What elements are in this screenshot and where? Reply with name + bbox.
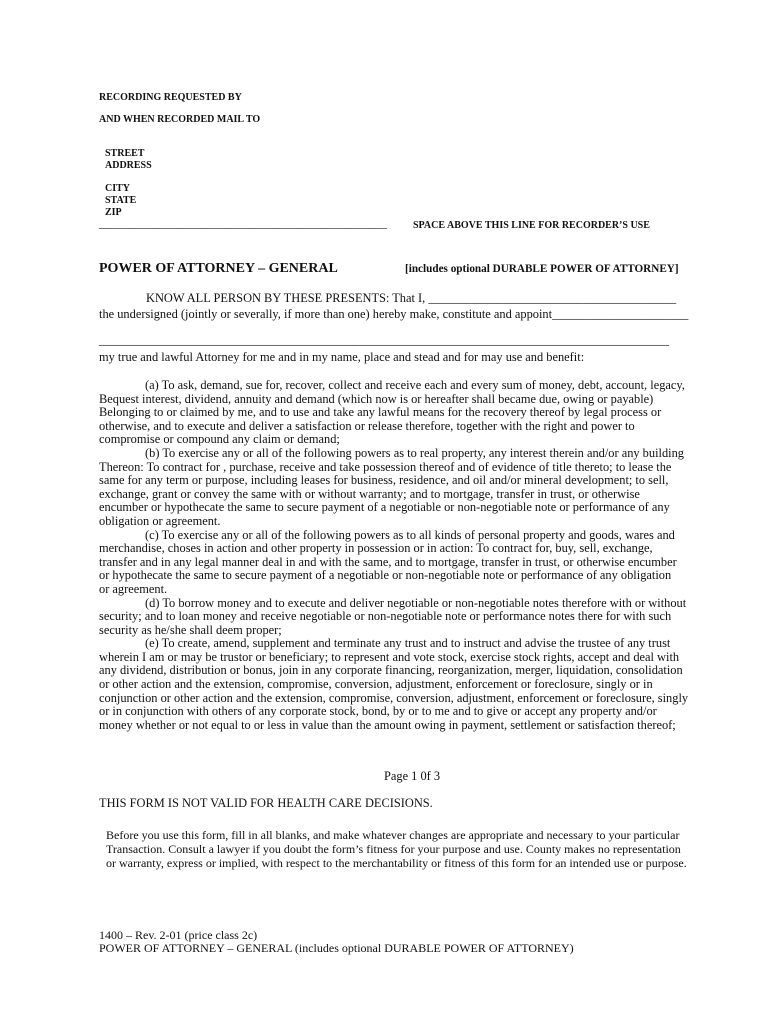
clause-line: merchandise, choses in action and other property in possession or in action: To contract for, buy, sell, exchange, [99, 541, 653, 556]
footer-revision: 1400 – Rev. 2-01 (price class 2c) [99, 928, 258, 942]
disclaimer-line: Before you use this form, fill in all blanks, and make whatever changes are appropriate and necessary to your particular [106, 828, 680, 842]
mail-to-label: AND WHEN RECORDED MAIL TO [99, 114, 261, 125]
document-title-note: [includes optional DURABLE POWER OF ATTORNEY] [405, 263, 679, 275]
clause-line: compromise or compound any claim or demand; [99, 432, 340, 447]
document-title: POWER OF ATTORNEY – GENERAL [99, 261, 338, 276]
street-label: STREET [105, 148, 145, 159]
clause-line: obligation or agreement. [99, 513, 221, 528]
page-number: Page 1 0f 3 [384, 769, 441, 783]
clause-line: (d) To borrow money and to execute and deliver negotiable or non-negotiable notes therefore with or without [145, 595, 687, 610]
address-label: ADDRESS [105, 160, 152, 171]
clause-line: (c) To exercise any or all of the following powers as to all kinds of personal property and goods, wares and [145, 527, 675, 542]
clause-line: Thereon: To contract for , purchase, receive and take possession thereof and of evidence of title thereto; to lease the [99, 459, 672, 474]
clause-line: Belonging to or claimed by me, and to use and take any lawful means for the recovery thereof by legal process or [99, 405, 662, 420]
clause-line: or in conjunction with others of any corporate stock, bond, by or to me and to give or accept any property and/or [99, 704, 657, 719]
clause-line: (a) To ask, demand, sue for, recover, collect and receive each and every sum of money, debt, account, legacy, [145, 378, 685, 392]
intro-line-1: KNOW ALL PERSON BY THESE PRESENTS: That I, ________________________________________ [146, 291, 677, 305]
state-label: STATE [105, 195, 137, 206]
clause-line: wherein I am or may be trustor or beneficiary; to represent and vote stock, exercise stock rights, accept and deal with [99, 649, 680, 664]
health-care-notice: THIS FORM IS NOT VALID FOR HEALTH CARE DECISIONS. [99, 796, 433, 810]
clause-line: security; and to loan money and receive negotiable or non-negotiable note or performance notes there for with such [99, 609, 672, 624]
clause-line: otherwise, and to execute and deliver a satisfaction or release therefore, together with the right and power to [99, 418, 635, 433]
clause-line: any dividend, distribution or bonus, join in any corporate financing, reorganization, merger, liquidation, consolidation [99, 663, 683, 678]
clause-line: money whether or not equal to or less in value than the amount owing in payment, settlement or satisfaction thereof; [99, 717, 676, 732]
clause-line: conjunction or other action and the extension, compromise, conversion, adjustment, enforcement or foreclosure, singly [99, 690, 689, 705]
clause-a [99, 379, 709, 732]
intro-line-2: the undersigned (jointly or severally, if more than one) hereby make, constitute and appoint______________________ [99, 307, 689, 321]
disclaimer-block [106, 828, 716, 870]
clause-line: or hypothecate the same to secure payment of a negotiable or non-negotiable note or performance of any obligation [99, 568, 672, 583]
clause-line: encumber or hypothecate the same to secure payment of a negotiable or non-negotiable note or performance of any [99, 500, 670, 515]
clause-line: (b) To exercise any or all of the following powers as to real property, any interest therein and/or any building [145, 445, 684, 460]
clause-line: transfer and in any legal manner deal in and with the same, and to mortgage, transfer in trust, or otherwise encumber [99, 554, 677, 569]
intro-blank-line: ____________________________________________________________________________________________ [99, 333, 669, 347]
clause-line: security as he/she shall deem proper; [99, 622, 282, 637]
clause-line: or agreement. [99, 581, 168, 596]
recorder-rule-line: ________________________________________________ [99, 216, 387, 230]
clause-line: Bequest interest, dividend, annuity and demand (which now is or hereafter shall became due, owing or payable) [99, 391, 654, 406]
clause-line: or other action and the extension, compromise, conversion, adjustment, enforcement or foreclosure, singly or in [99, 677, 653, 692]
disclaimer-line: or warranty, express or implied, with respect to the merchantability or fitness of this form for an intended use or purpose. [106, 856, 687, 870]
clause-line: exchange, grant or convey the same with or without warranty; and to mortgage, transfer in trust, or otherwise [99, 486, 640, 501]
recorder-space-label: SPACE ABOVE THIS LINE FOR RECORDER’S USE [413, 220, 650, 231]
zip-label: ZIP [105, 207, 122, 218]
recording-requested-label: RECORDING REQUESTED BY [99, 92, 242, 103]
clause-line: same for any term or purpose, including leases for business, residence, and oil and/or mineral development; to sell, [99, 473, 669, 488]
disclaimer-line: Transaction. Consult a lawyer if you doubt the form’s fitness for your purpose and use. County makes no representation [106, 842, 681, 856]
clause-line: (e) To create, amend, supplement and terminate any trust and to instruct and advise the trustee of any trust [145, 636, 671, 651]
intro-line-4: my true and lawful Attorney for me and in my name, place and stead and for may use and benefit: [99, 350, 585, 364]
city-label: CITY [105, 183, 131, 194]
footer-title: POWER OF ATTORNEY – GENERAL (includes optional DURABLE POWER OF ATTORNEY) [99, 941, 574, 955]
